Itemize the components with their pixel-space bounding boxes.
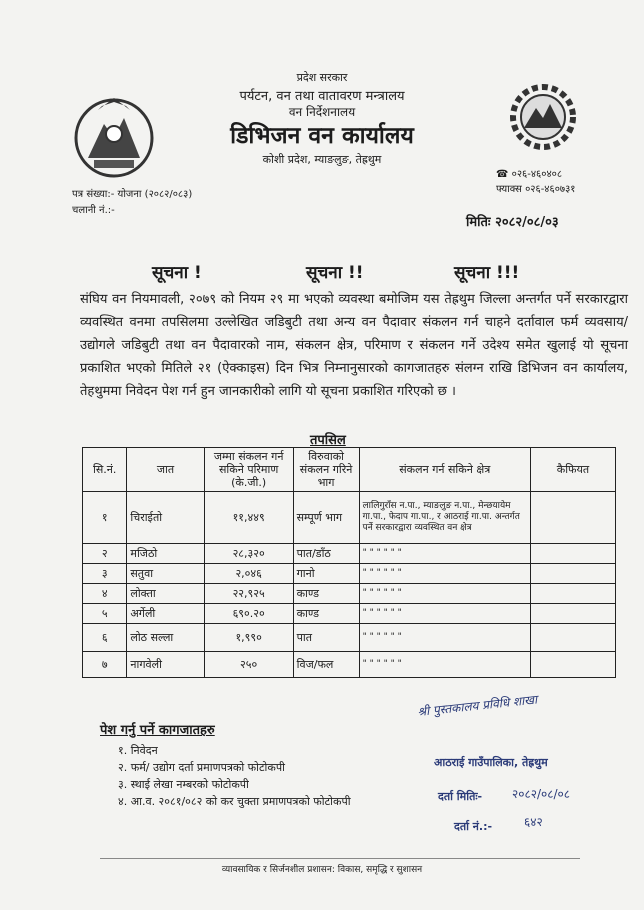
cell-sn: ५: [83, 604, 127, 624]
cell-remarks: [530, 544, 615, 564]
cell-remarks: [530, 624, 615, 652]
cell-remarks: [530, 564, 615, 584]
cell-area: " " " " " ": [359, 584, 530, 604]
cell-area: लालिगुराँस न.पा., म्याङलुङ न.पा., मेन्छयायेम गा.पा., फेदाप गा.पा., र आठराई गा.पा. अन्तर्गत पर्ने सरकारद्वारा व्यवस्थित वन क्षेत्र: [359, 492, 530, 544]
header-line-ministry: पर्यटन, वन तथा वातावरण मन्त्रालय: [239, 89, 405, 104]
stamp-line-2: आठराई गाउँपालिका, तेह्रथुम: [434, 756, 548, 769]
cell-qty: २५०: [204, 652, 293, 678]
cell-area: " " " " " ": [359, 624, 530, 652]
cell-name: चिराईतो: [127, 492, 204, 544]
cell-remarks: [530, 584, 615, 604]
stamp-line-1: श्री पुस्तकालय प्रविधि शाखा: [416, 692, 538, 719]
cell-name: अर्गेली: [127, 604, 204, 624]
cell-remarks: [530, 492, 615, 544]
stamp-date-value: २०८२/०८/०८: [512, 787, 571, 801]
cell-name: मजिठो: [127, 544, 204, 564]
list-item: १. निवेदन: [118, 744, 158, 757]
table-row: [83, 492, 616, 544]
notice-body: संघिय वन नियमावली, २०७९ को नियम २९ मा भएको व्यवस्था बमोजिम यस तेह्रथुम जिल्ला अन्तर्गत पर्ने सरकारद्वारा व्यवस्थित वनमा तपसिलमा उल्लेखित जडिबुटी तथा अन्य वन पैदावार संकलन गर्न चाहने दर्तावाल फर्म व्यवसाय/उद्योगले जडिबुटी तथा वन पैदावारको नाम, संकलन क्षेत्र, परिमाण र संकलन गर्ने उदेश्य समेत खुलाई यो सूचना प्रकाशित भएको मितिले २१ (ऐक्काइस) दिन भित्र निम्नानुसारको कागजातहरु संलग्न राखि डिभिजन वन कार्यालय, तेहथुममा निवेदन पेश गर्न हुन जानकारीको लागि यो सूचना प्रकाशित गरिएको छ ।: [80, 292, 628, 399]
table-row: [83, 652, 616, 678]
header-part: विरुवाको संकलन गरिने भाग: [293, 448, 359, 492]
cell-qty: २८,३२०: [204, 544, 293, 564]
cell-sn: १: [83, 492, 127, 544]
office-address: कोशी प्रदेश, म्याङलुङ, तेह्रथुम: [262, 153, 382, 166]
cell-qty: १,९९०: [204, 624, 293, 652]
table-title: तपसिल: [310, 433, 346, 448]
cell-sn: ३: [83, 564, 127, 584]
cell-area: " " " " " ": [359, 544, 530, 564]
cell-part: पात/डाँठ: [293, 544, 359, 564]
list-item: ४. आ.व. २०८१/०८२ को कर चुक्ता प्रमाणपत्रको फोटोकपी: [118, 795, 351, 808]
cell-sn: ६: [83, 624, 127, 652]
cell-part: विज/फल: [293, 652, 359, 678]
documents-list: [118, 742, 351, 810]
cell-qty: ११,४४९: [204, 492, 293, 544]
cell-remarks: [530, 604, 615, 624]
fax-number: फ्याक्स ०२६-४६०७३१: [496, 184, 576, 195]
header-remarks: कैफियत: [530, 448, 615, 492]
cell-part: काण्ड: [293, 604, 359, 624]
table-row: [83, 604, 616, 624]
notice-heading-3: सूचना !!!: [454, 263, 520, 283]
cell-part: सम्पूर्ण भाग: [293, 492, 359, 544]
stamp-reg-value: ६४२: [524, 815, 543, 829]
cell-area: " " " " " ": [359, 564, 530, 584]
cell-sn: २: [83, 544, 127, 564]
table-row: [83, 624, 616, 652]
notice-heading-2: सूचना !!: [306, 263, 364, 283]
cell-name: लोठ सल्ला: [127, 624, 204, 652]
cell-sn: ७: [83, 652, 127, 678]
table-header-row: [83, 448, 616, 492]
header-qty: जम्मा संकलन गर्न सकिने परिमाण (के.जी.): [204, 448, 293, 492]
registration-stamp: [410, 690, 640, 840]
footer-slogan: व्यावसायिक र सिर्जनशील प्रशासन: विकास, समृद्धि र सुशासन: [221, 865, 423, 875]
list-item: ३. स्थाई लेखा नम्बरको फोटोकपी: [118, 778, 249, 791]
office-title: डिभिजन वन कार्यालय: [230, 123, 414, 149]
cell-part: गानो: [293, 564, 359, 584]
document-date: मितिः २०८२/०८/०३: [466, 215, 559, 230]
documents-title: पेश गर्नु पर्ने कागजातहरु: [100, 723, 215, 738]
cell-sn: ४: [83, 584, 127, 604]
cell-name: सतुवा: [127, 564, 204, 584]
footer-divider: [100, 858, 580, 859]
phone-number: ☎ ०२६-४६०४०८: [496, 169, 563, 180]
cell-qty: २,०४६: [204, 564, 293, 584]
stamp-reg-label: दर्ता नं.:-: [454, 820, 493, 833]
cell-qty: ६९०.२०: [204, 604, 293, 624]
header-area: संकलन गर्न सकिने क्षेत्र: [359, 448, 530, 492]
cell-name: लोक्ता: [127, 584, 204, 604]
cell-area: " " " " " ": [359, 652, 530, 678]
cell-part: काण्ड: [293, 584, 359, 604]
header-name: जात: [127, 448, 204, 492]
cell-remarks: [530, 652, 615, 678]
cell-part: पात: [293, 624, 359, 652]
stamp-date-label: दर्ता मितिः-: [438, 790, 483, 803]
table-row: [83, 564, 616, 584]
table-row: [83, 584, 616, 604]
list-item: २. फर्म/ उद्योग दर्ता प्रमाणपत्रको फोटोकपी: [118, 761, 285, 774]
notice-heading-1: सूचना !: [152, 263, 202, 283]
header-line-directorate: वन निर्देशनालय: [288, 105, 356, 119]
header-line-government: प्रदेश सरकार: [296, 71, 348, 84]
dispatch-number: चलानी नं.:-: [72, 205, 115, 216]
reference-number: पत्र संख्या:- योजना (२०८२/०८३): [72, 189, 193, 200]
cell-qty: २२,९२५: [204, 584, 293, 604]
header-sn: सि.नं.: [83, 448, 127, 492]
table-row: [83, 544, 616, 564]
cell-area: " " " " " ": [359, 604, 530, 624]
herb-table: [82, 447, 616, 678]
cell-name: नागवेली: [127, 652, 204, 678]
